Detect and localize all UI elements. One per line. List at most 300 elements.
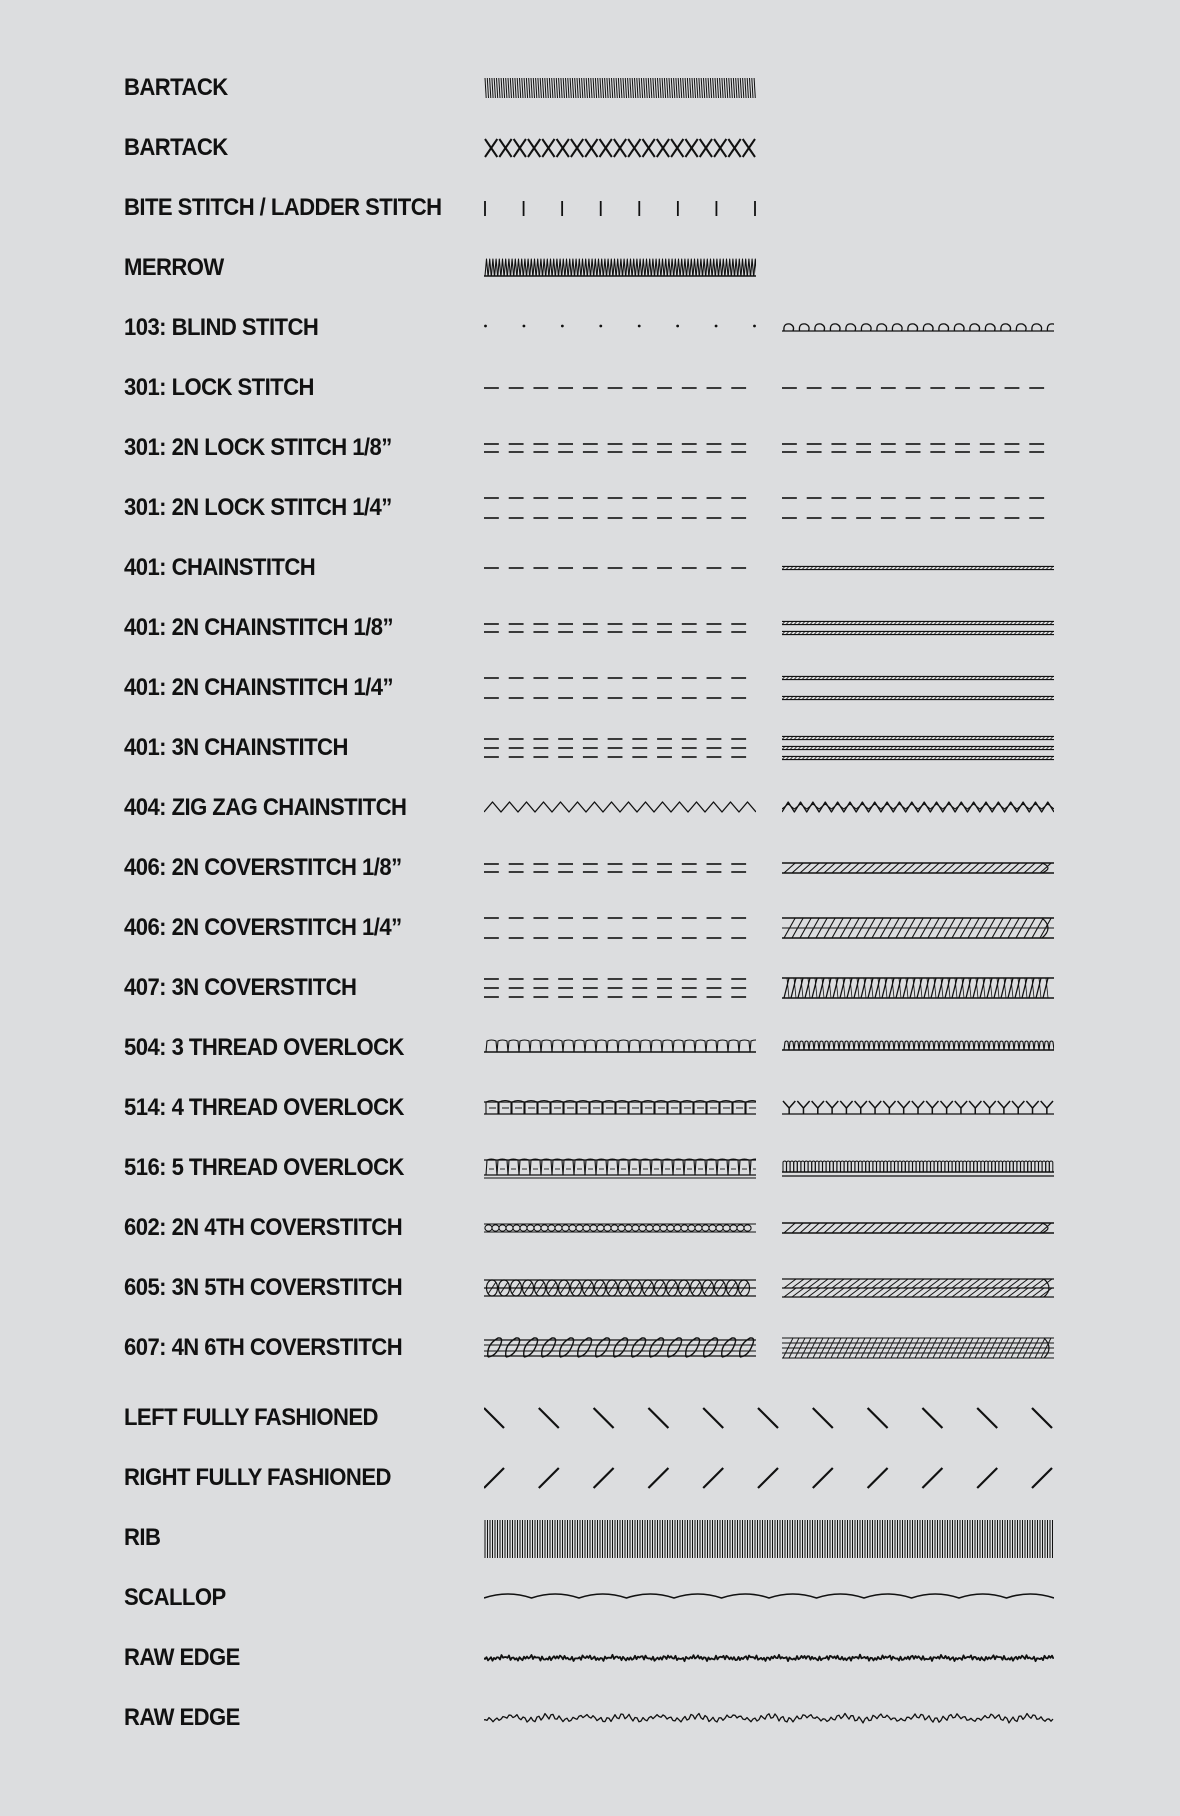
stitch-mark bbox=[572, 78, 573, 98]
stitch-mark bbox=[737, 1225, 744, 1231]
stitch-label: RAW EDGE bbox=[124, 1644, 240, 1671]
stitch-mark bbox=[684, 1040, 695, 1052]
stitch-mark bbox=[484, 1408, 504, 1428]
stitch-mark bbox=[934, 1041, 939, 1050]
stitch-mark bbox=[646, 1225, 653, 1231]
stitch-mark bbox=[642, 259, 645, 276]
stitch-mark bbox=[559, 259, 562, 276]
stitch-mark bbox=[671, 259, 674, 276]
stitch-mark bbox=[741, 259, 744, 276]
stitch-mark bbox=[694, 78, 695, 98]
stitch-mark bbox=[639, 78, 640, 98]
stitch-mark bbox=[805, 1161, 808, 1172]
stitch-mark bbox=[640, 1040, 651, 1052]
stitch-mark bbox=[999, 1041, 1004, 1050]
stitch-mark bbox=[923, 324, 933, 331]
stitch-mark bbox=[758, 1408, 778, 1428]
stitch-mark bbox=[686, 1338, 700, 1357]
stitch-row-bite-stitch bbox=[0, 178, 1180, 238]
stitch-mark bbox=[830, 324, 840, 331]
stitch-mark bbox=[667, 259, 670, 276]
stitch-mark bbox=[799, 1041, 804, 1050]
stitch-mark bbox=[889, 1041, 894, 1050]
stitch-mark bbox=[715, 78, 716, 98]
stitch-mark bbox=[859, 1161, 862, 1172]
stitch-mark bbox=[941, 1161, 944, 1172]
stitch-mark bbox=[884, 1161, 887, 1172]
stitch-mark bbox=[830, 1161, 833, 1172]
stitch-mark bbox=[578, 259, 581, 276]
stitch-mark bbox=[731, 78, 732, 98]
stitch-mark bbox=[575, 78, 576, 98]
stitch-mark bbox=[519, 1159, 530, 1175]
stitch-label: RAW EDGE bbox=[124, 1704, 240, 1731]
stitch-mark bbox=[616, 259, 619, 276]
stitch-mark bbox=[490, 78, 491, 98]
stitch-swatch-front bbox=[484, 478, 756, 538]
stitch-swatch-back bbox=[782, 1198, 1054, 1258]
stitch-mark bbox=[784, 1041, 789, 1050]
stitch-mark bbox=[530, 1040, 541, 1052]
stitch-mark bbox=[701, 78, 702, 98]
stitch-mark bbox=[728, 1040, 739, 1052]
stitch-mark bbox=[610, 259, 613, 276]
stitch-mark bbox=[555, 259, 558, 276]
stitch-mark bbox=[671, 78, 672, 98]
stitch-mark bbox=[566, 78, 567, 98]
stitch-mark bbox=[782, 804, 1054, 809]
stitch-mark bbox=[899, 1041, 904, 1050]
stitch-mark bbox=[513, 78, 514, 98]
stitch-mark bbox=[823, 1161, 826, 1172]
stitch-mark bbox=[629, 1040, 640, 1052]
stitch-mark bbox=[674, 1225, 681, 1231]
stitch-mark bbox=[819, 1041, 824, 1050]
stitch-mark bbox=[508, 1159, 519, 1175]
stitch-swatch-front bbox=[484, 658, 756, 718]
stitch-mark bbox=[708, 78, 709, 98]
stitch-row-401 bbox=[0, 538, 1180, 598]
stitch-mark bbox=[1009, 1041, 1014, 1050]
stitch-mark bbox=[613, 259, 616, 276]
stitch-mark bbox=[661, 259, 664, 276]
stitch-mark bbox=[542, 1338, 556, 1357]
stitch-mark bbox=[585, 1159, 596, 1175]
stitch-mark bbox=[681, 1225, 688, 1231]
stitch-mark bbox=[854, 1041, 859, 1050]
stitch-mark bbox=[703, 259, 706, 276]
stitch-swatch-bartack-x bbox=[484, 118, 756, 178]
stitch-mark bbox=[922, 1468, 942, 1488]
stitch-mark bbox=[536, 259, 539, 276]
stitch-mark bbox=[667, 1225, 674, 1231]
stitch-mark bbox=[571, 259, 574, 276]
stitch-mark bbox=[826, 1161, 829, 1172]
stitch-swatch-back bbox=[782, 538, 1054, 598]
stitch-mark bbox=[974, 1161, 977, 1172]
stitch-mark bbox=[794, 1161, 797, 1172]
stitch-swatch-back bbox=[782, 478, 1054, 538]
stitch-mark bbox=[926, 1101, 938, 1114]
stitch-mark bbox=[658, 78, 659, 98]
stitch-swatch-back bbox=[782, 778, 1054, 838]
stitch-mark bbox=[536, 78, 537, 98]
stitch-mark bbox=[563, 1159, 574, 1175]
stitch-mark bbox=[868, 1468, 888, 1488]
stitch-mark bbox=[1017, 1161, 1020, 1172]
stitch-mark bbox=[754, 78, 755, 98]
stitch-mark bbox=[607, 1040, 618, 1052]
stitch-mark bbox=[539, 259, 542, 276]
stitch-mark bbox=[716, 1225, 723, 1231]
stitch-mark bbox=[892, 324, 902, 331]
stitch-mark bbox=[504, 259, 507, 276]
stitch-mark bbox=[524, 1338, 538, 1357]
stitch-label: 602: 2N 4TH COVERSTITCH bbox=[124, 1214, 403, 1241]
stitch-mark bbox=[484, 1655, 1054, 1662]
stitch-label: SCALLOP bbox=[124, 1584, 226, 1611]
stitch-mark bbox=[650, 1338, 664, 1357]
stitch-mark bbox=[745, 78, 746, 98]
stitch-mark bbox=[812, 1161, 815, 1172]
stitch-swatch-front bbox=[484, 718, 756, 778]
stitch-mark bbox=[662, 1040, 673, 1052]
stitch-mark bbox=[851, 1161, 854, 1172]
stitch-mark bbox=[618, 1040, 629, 1052]
stitch-row-bartack-x bbox=[0, 118, 1180, 178]
stitch-mark bbox=[530, 1159, 541, 1175]
stitch-mark bbox=[752, 78, 753, 98]
stitch-mark bbox=[486, 1040, 497, 1052]
stitch-swatch-back bbox=[782, 838, 1054, 898]
stitch-mark bbox=[713, 78, 714, 98]
stitch-mark bbox=[924, 1041, 929, 1050]
stitch-mark bbox=[533, 259, 536, 276]
stitch-swatch-merrow bbox=[484, 238, 756, 298]
stitch-mark bbox=[949, 1041, 954, 1050]
stitch-mark bbox=[715, 259, 718, 276]
stitch-row-left-fashioned bbox=[0, 1388, 1180, 1448]
stitch-swatch-raw-edge-rough bbox=[484, 1688, 1054, 1748]
stitch-mark bbox=[552, 1159, 563, 1175]
stitch-row-301-2n-eighth bbox=[0, 418, 1180, 478]
stitch-mark bbox=[587, 259, 590, 276]
stitch-mark bbox=[488, 1338, 502, 1357]
stitch-mark bbox=[597, 1225, 604, 1231]
stitch-swatch-back bbox=[782, 1318, 1054, 1378]
stitch-mark bbox=[985, 324, 995, 331]
stitch-mark bbox=[784, 324, 794, 331]
stitch-mark bbox=[492, 78, 493, 98]
stitch-mark bbox=[607, 78, 608, 98]
stitch-mark bbox=[815, 324, 825, 331]
stitch-mark bbox=[923, 1161, 926, 1172]
stitch-mark bbox=[597, 259, 600, 276]
stitch-mark bbox=[909, 1041, 914, 1050]
stitch-mark bbox=[492, 1225, 499, 1231]
stitch-mark bbox=[555, 1225, 562, 1231]
stitch-swatch-front bbox=[484, 538, 756, 598]
stitch-label: BITE STITCH / LADDER STITCH bbox=[124, 194, 442, 221]
stitch-label: 404: ZIG ZAG CHAINSTITCH bbox=[124, 794, 407, 821]
stitch-row-raw-edge-rough bbox=[0, 1688, 1180, 1748]
stitch-mark bbox=[728, 259, 731, 276]
stitch-mark bbox=[983, 1101, 995, 1114]
stitch-mark bbox=[561, 325, 564, 328]
stitch-mark bbox=[591, 259, 594, 276]
stitch-mark bbox=[695, 1225, 702, 1231]
stitch-mark bbox=[485, 1225, 492, 1231]
stitch-mark bbox=[669, 78, 670, 98]
stitch-mark bbox=[614, 1338, 628, 1357]
stitch-mark bbox=[547, 78, 548, 98]
stitch-mark bbox=[1032, 324, 1042, 331]
stitch-mark bbox=[869, 1161, 872, 1172]
stitch-mark bbox=[964, 1041, 969, 1050]
stitch-mark bbox=[523, 325, 526, 328]
stitch-mark bbox=[954, 1041, 959, 1050]
stitch-mark bbox=[988, 1161, 991, 1172]
stitch-mark bbox=[487, 78, 488, 98]
stitch-mark bbox=[1029, 1041, 1034, 1050]
stitch-mark bbox=[497, 1040, 508, 1052]
stitch-mark bbox=[697, 78, 698, 98]
stitch-label: 514: 4 THREAD OVERLOCK bbox=[124, 1094, 404, 1121]
stitch-label: 605: 3N 5TH COVERSTITCH bbox=[124, 1274, 403, 1301]
stitch-mark bbox=[635, 78, 636, 98]
stitch-mark bbox=[738, 259, 741, 276]
stitch-mark bbox=[506, 78, 507, 98]
stitch-mark bbox=[815, 1161, 818, 1172]
stitch-swatch-back bbox=[782, 718, 1054, 778]
stitch-mark bbox=[834, 1041, 839, 1050]
stitch-mark bbox=[970, 324, 980, 331]
stitch-mark bbox=[927, 1161, 930, 1172]
stitch-mark bbox=[981, 1161, 984, 1172]
stitch-mark bbox=[1042, 1161, 1045, 1172]
stitch-mark bbox=[687, 259, 690, 276]
stitch-mark bbox=[977, 1408, 997, 1428]
stitch-mark bbox=[735, 259, 738, 276]
stitch-mark bbox=[530, 259, 533, 276]
stitch-mark bbox=[618, 78, 619, 98]
stitch-mark bbox=[533, 78, 534, 98]
stitch-mark bbox=[639, 1225, 646, 1231]
stitch-mark bbox=[607, 1159, 618, 1175]
stitch-mark bbox=[912, 1101, 924, 1114]
stitch-mark bbox=[738, 78, 739, 98]
stitch-swatch-front bbox=[484, 898, 756, 958]
stitch-mark bbox=[750, 1159, 756, 1175]
stitch-mark bbox=[1001, 324, 1011, 331]
stitch-row-right-fashioned bbox=[0, 1448, 1180, 1508]
stitch-mark bbox=[522, 78, 523, 98]
stitch-mark bbox=[814, 1041, 819, 1050]
stitch-mark bbox=[758, 1468, 778, 1488]
stitch-mark bbox=[520, 1225, 527, 1231]
stitch-mark bbox=[684, 1159, 695, 1175]
stitch-mark bbox=[678, 78, 679, 98]
stitch-mark bbox=[655, 259, 658, 276]
stitch-mark bbox=[1049, 1041, 1054, 1050]
stitch-mark bbox=[523, 259, 526, 276]
stitch-mark bbox=[511, 259, 514, 276]
stitch-mark bbox=[584, 259, 587, 276]
stitch-mark bbox=[977, 1161, 980, 1172]
stitch-swatch-front bbox=[484, 838, 756, 898]
stitch-mark bbox=[541, 1040, 552, 1052]
stitch-mark bbox=[664, 78, 665, 98]
stitch-swatch-front bbox=[484, 1018, 756, 1078]
stitch-mark bbox=[534, 1225, 541, 1231]
stitch-mark bbox=[1026, 1101, 1038, 1114]
stitch-mark bbox=[939, 324, 949, 331]
stitch-swatch-bartack-dense bbox=[484, 58, 756, 118]
stitch-mark bbox=[549, 78, 550, 98]
stitch-label: 401: 2N CHAINSTITCH 1/4” bbox=[124, 674, 393, 701]
stitch-mark bbox=[562, 259, 565, 276]
stitch-mark bbox=[556, 78, 557, 98]
stitch-mark bbox=[744, 259, 747, 276]
stitch-mark bbox=[725, 259, 728, 276]
stitch-mark bbox=[1031, 1161, 1034, 1172]
stitch-mark bbox=[673, 1159, 684, 1175]
stitch-mark bbox=[626, 259, 629, 276]
stitch-mark bbox=[685, 78, 686, 98]
stitch-mark bbox=[605, 78, 606, 98]
stitch-mark bbox=[844, 1041, 849, 1050]
stitch-mark bbox=[839, 1041, 844, 1050]
stitch-mark bbox=[563, 1040, 574, 1052]
stitch-label: 407: 3N COVERSTITCH bbox=[124, 974, 357, 1001]
stitch-mark bbox=[486, 1159, 497, 1175]
stitch-row-514 bbox=[0, 1078, 1180, 1138]
stitch-mark bbox=[739, 1040, 750, 1052]
stitch-mark bbox=[602, 78, 603, 98]
stitch-mark bbox=[855, 1161, 858, 1172]
stitch-mark bbox=[722, 259, 725, 276]
stitch-mark bbox=[635, 259, 638, 276]
stitch-mark bbox=[488, 259, 491, 276]
stitch-mark bbox=[568, 78, 569, 98]
stitch-mark bbox=[484, 1594, 1054, 1598]
stitch-mark bbox=[1024, 1041, 1029, 1050]
stitch-mark bbox=[783, 1101, 795, 1114]
stitch-mark bbox=[651, 78, 652, 98]
stitch-mark bbox=[812, 1101, 824, 1114]
stitch-swatch-back bbox=[782, 898, 1054, 958]
stitch-mark bbox=[702, 1225, 709, 1231]
stitch-mark bbox=[1046, 1161, 1049, 1172]
stitch-mark bbox=[655, 78, 656, 98]
stitch-mark bbox=[595, 78, 596, 98]
stitch-mark bbox=[929, 1041, 934, 1050]
stitch-mark bbox=[1028, 1161, 1031, 1172]
stitch-mark bbox=[1003, 1161, 1006, 1172]
stitch-mark bbox=[1013, 1161, 1016, 1172]
stitch-mark bbox=[904, 1041, 909, 1050]
stitch-mark bbox=[884, 1041, 889, 1050]
stitch-mark bbox=[596, 1040, 607, 1052]
stitch-mark bbox=[804, 1041, 809, 1050]
stitch-mark bbox=[1021, 1161, 1024, 1172]
stitch-mark bbox=[583, 1225, 590, 1231]
stitch-mark bbox=[529, 78, 530, 98]
stitch-mark bbox=[520, 78, 521, 98]
stitch-mark bbox=[959, 1041, 964, 1050]
stitch-mark bbox=[527, 1225, 534, 1231]
stitch-mark bbox=[508, 78, 509, 98]
stitch-mark bbox=[600, 259, 603, 276]
stitch-mark bbox=[969, 1041, 974, 1050]
stitch-mark bbox=[696, 259, 699, 276]
stitch-mark bbox=[747, 259, 750, 276]
stitch-mark bbox=[519, 1040, 530, 1052]
stitch-swatch-back bbox=[782, 1138, 1054, 1198]
stitch-mark bbox=[869, 1101, 881, 1114]
stitch-mark bbox=[753, 325, 756, 328]
stitch-swatch-left-fashioned bbox=[484, 1388, 1054, 1448]
stitch-mark bbox=[676, 78, 677, 98]
stitch-mark bbox=[538, 78, 539, 98]
stitch-mark bbox=[598, 78, 599, 98]
stitch-label: BARTACK bbox=[124, 74, 228, 101]
stitch-mark bbox=[616, 78, 617, 98]
stitch-mark bbox=[517, 78, 518, 98]
stitch-mark bbox=[864, 1041, 869, 1050]
stitch-mark bbox=[719, 259, 722, 276]
stitch-mark bbox=[970, 1161, 973, 1172]
stitch-mark bbox=[898, 1161, 901, 1172]
stitch-mark bbox=[653, 78, 654, 98]
stitch-mark bbox=[809, 1041, 814, 1050]
stitch-mark bbox=[712, 259, 715, 276]
stitch-mark bbox=[576, 1225, 583, 1231]
stitch-row-602 bbox=[0, 1198, 1180, 1258]
stitch-mark bbox=[501, 259, 504, 276]
stitch-mark bbox=[729, 78, 730, 98]
stitch-mark bbox=[524, 78, 525, 98]
stitch-swatch-right-fashioned bbox=[484, 1448, 1054, 1508]
stitch-mark bbox=[681, 78, 682, 98]
stitch-mark bbox=[787, 1161, 790, 1172]
stitch-mark bbox=[862, 1161, 865, 1172]
stitch-label: 103: BLIND STITCH bbox=[124, 314, 319, 341]
stitch-mark bbox=[877, 324, 887, 331]
stitch-mark bbox=[559, 78, 560, 98]
stitch-swatch-front bbox=[484, 598, 756, 658]
stitch-mark bbox=[1047, 324, 1054, 331]
stitch-mark bbox=[526, 78, 527, 98]
stitch-mark bbox=[969, 1101, 981, 1114]
stitch-mark bbox=[589, 78, 590, 98]
stitch-mark bbox=[693, 259, 696, 276]
stitch-mark bbox=[629, 1159, 640, 1175]
stitch-mark bbox=[709, 1225, 716, 1231]
stitch-mark bbox=[562, 1225, 569, 1231]
stitch-label: LEFT FULLY FASHIONED bbox=[124, 1404, 378, 1431]
stitch-mark bbox=[894, 1041, 899, 1050]
stitch-mark bbox=[596, 1338, 610, 1357]
stitch-mark bbox=[531, 78, 532, 98]
stitch-mark bbox=[706, 1159, 717, 1175]
stitch-swatch-back bbox=[782, 598, 1054, 658]
stitch-mark bbox=[813, 1468, 833, 1488]
stitch-mark bbox=[692, 78, 693, 98]
stitch-mark bbox=[625, 78, 626, 98]
stitch-mark bbox=[527, 259, 530, 276]
stitch-mark bbox=[690, 259, 693, 276]
